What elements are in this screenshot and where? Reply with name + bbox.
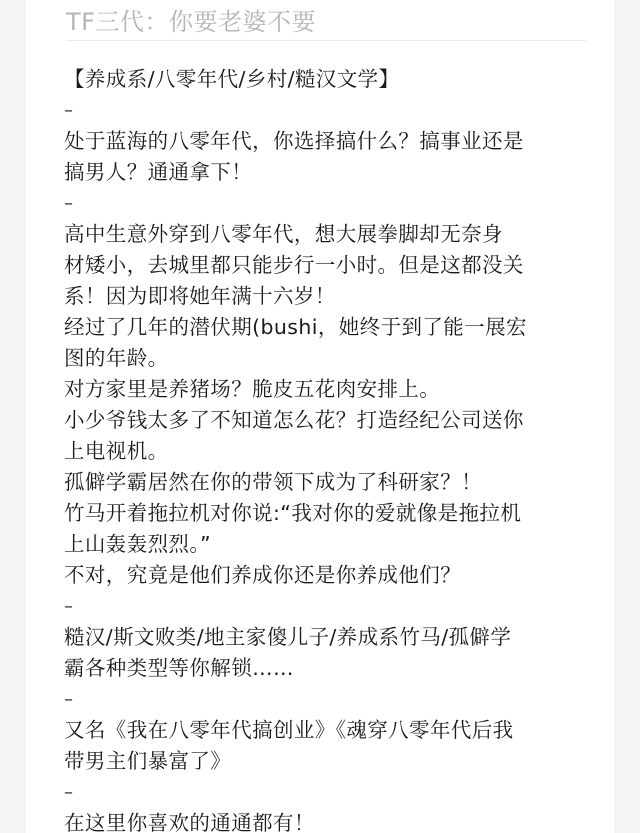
title-divider	[66, 40, 586, 41]
text-line: 糙汉/斯文败类/地主家傻儿子/养成系竹马/孤僻学	[64, 625, 512, 649]
text-line: 竹马开着拖拉机对你说:“我对你的爱就像是拖拉机	[64, 501, 522, 525]
text-line: 孤僻学霸居然在你的带领下成为了科研家？！	[64, 470, 482, 494]
text-line: 搞男人？通通拿下！	[64, 160, 253, 184]
text-line: 【养成系/八零年代/乡村/糙汉文学】	[64, 67, 400, 91]
text-line: 上山轰轰烈烈。”	[64, 532, 212, 556]
separator-dash: –	[64, 596, 74, 617]
text-line: 处于蓝海的八零年代，你选择搞什么？搞事业还是	[64, 129, 524, 153]
separator-dash: –	[64, 689, 74, 710]
text-line: 带男主们暴富了》	[64, 749, 232, 773]
separator-dash: –	[64, 100, 74, 121]
text-line: 材矮小，去城里都只能步行一小时。但是这都没关	[64, 253, 524, 277]
text-line: 又名《我在八零年代搞创业》《魂穿八零年代后我	[64, 718, 514, 742]
text-line: 霸各种类型等你解锁……	[64, 656, 294, 680]
text-line: 高中生意外穿到八零年代，想大展拳脚却无奈身	[64, 222, 503, 246]
separator-dash: –	[64, 782, 74, 803]
separator-dash: –	[64, 193, 74, 214]
text-line: 对方家里是养猪场？脆皮五花肉安排上。	[64, 377, 441, 401]
text-line: 不对，究竟是他们养成你还是你养成他们？	[64, 563, 462, 587]
text-line: 上电视机。	[64, 439, 169, 463]
text-line: 在这里你喜欢的通通都有！	[64, 811, 315, 833]
synopsis-text	[64, 64, 584, 833]
text-line: 系！因为即将她年满十六岁！	[64, 284, 336, 308]
text-line: 图的年龄。	[64, 346, 169, 370]
text-line: 小少爷钱太多了不知道怎么花？打造经纪公司送你	[64, 408, 524, 432]
page-title: TF三代：你要老婆不要	[66, 8, 316, 36]
text-line: 经过了几年的潜伏期(bushi，她终于到了能一展宏	[64, 315, 527, 339]
